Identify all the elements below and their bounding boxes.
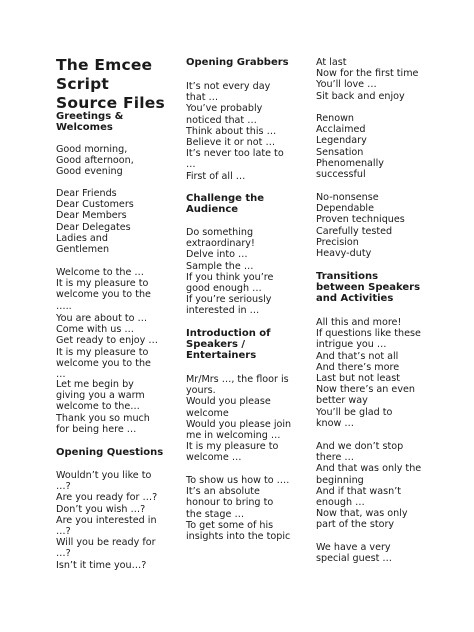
text-line: welcome to the… bbox=[56, 401, 140, 413]
text-line: welcome you to the bbox=[56, 289, 151, 301]
text-line: extraordinary! bbox=[186, 238, 255, 250]
text-line: better way bbox=[316, 395, 368, 407]
text-line: We have a very bbox=[316, 542, 391, 553]
text-line: You are about to … bbox=[56, 313, 148, 324]
grabbers-list bbox=[186, 81, 284, 182]
text-line: Sit back and enjoy bbox=[316, 90, 405, 102]
heading-line: Transitions bbox=[316, 271, 379, 282]
text-line: there … bbox=[316, 452, 355, 464]
text-line: Dependable bbox=[316, 203, 374, 215]
text-line: honour to bring to bbox=[186, 497, 274, 509]
text-line: Last but not least bbox=[316, 373, 400, 385]
special-list bbox=[316, 542, 392, 564]
text-line: Think about this … bbox=[186, 125, 277, 137]
text-line: Dear Friends bbox=[56, 188, 117, 199]
text-line: insights into the topic bbox=[186, 531, 291, 543]
text-line: It’s an absolute bbox=[186, 486, 260, 498]
text-line: beginning bbox=[316, 474, 364, 486]
text-line: Ladies and bbox=[56, 232, 108, 244]
text-line: successful bbox=[316, 169, 366, 181]
text-line: yours. bbox=[186, 385, 216, 397]
text-line: At last bbox=[316, 57, 347, 68]
text-line: part of the story bbox=[316, 519, 395, 531]
text-line: special guest … bbox=[316, 553, 393, 565]
text-line: To get some of his bbox=[186, 519, 274, 531]
title-line: Script bbox=[56, 75, 110, 93]
text-line: And if that wasn’t bbox=[316, 485, 402, 497]
text-line: It’s not every day bbox=[186, 81, 271, 92]
title-line: The Emcee bbox=[56, 56, 153, 74]
text-line: that … bbox=[186, 92, 219, 104]
text-line: Isn’t it time you…? bbox=[56, 559, 147, 571]
text-line: good enough … bbox=[186, 283, 262, 295]
heading-line: Introduction of bbox=[186, 328, 271, 339]
title-line: Source Files bbox=[56, 94, 165, 112]
text-line: welcome you to the bbox=[56, 357, 151, 369]
text-line: interested in … bbox=[186, 305, 260, 317]
heading-line: and Activities bbox=[316, 293, 394, 304]
text-line: Now there’s an even bbox=[316, 384, 415, 396]
text-line: Good evening bbox=[56, 166, 123, 178]
text-line: Acclaimed bbox=[316, 124, 366, 136]
text-line: Gentlemen bbox=[56, 244, 110, 256]
text-line: If questions like these bbox=[316, 328, 421, 340]
about-list bbox=[56, 313, 158, 380]
text-line: Now for the first time bbox=[316, 68, 419, 80]
challenge-list bbox=[186, 227, 273, 317]
text-line: … bbox=[56, 369, 66, 381]
text-line: noticed that … bbox=[186, 114, 257, 126]
text-line: giving you a warm bbox=[56, 390, 145, 402]
text-line: for being here … bbox=[56, 423, 137, 435]
text-line: Are you interested in bbox=[56, 514, 157, 526]
heading-line: Challenge the bbox=[186, 193, 265, 204]
text-line: If you’re seriously bbox=[186, 294, 272, 306]
greetings-list bbox=[56, 144, 134, 178]
text-line: And we don’t stop bbox=[316, 441, 404, 452]
text-line: welcome bbox=[186, 407, 229, 419]
welcome-list bbox=[56, 267, 151, 312]
text-line: Delve into … bbox=[186, 249, 248, 261]
heading-line: Greetings & bbox=[56, 111, 124, 122]
text-line: If you think you’re bbox=[186, 271, 274, 283]
text-line: Good afternoon, bbox=[56, 155, 134, 167]
text-line: No-nonsense bbox=[316, 192, 379, 203]
text-line: me in welcoming … bbox=[186, 430, 281, 442]
text-line: Believe it or not … bbox=[186, 137, 276, 149]
text-line: It is my pleasure to bbox=[56, 278, 149, 290]
text-line: Proven techniques bbox=[316, 214, 405, 226]
text-line: the stage … bbox=[186, 508, 245, 520]
text-line: Phenomenally bbox=[316, 157, 384, 169]
text-line: It’s never too late to bbox=[186, 148, 284, 160]
text-line: You’ll be glad to bbox=[316, 406, 393, 418]
text-line: Welcome to the … bbox=[56, 267, 145, 278]
text-line: Do something bbox=[186, 227, 254, 238]
text-line: enough … bbox=[316, 497, 365, 509]
text-line: Wouldn’t you like to bbox=[56, 470, 152, 481]
text-line: It is my pleasure to bbox=[56, 346, 149, 358]
text-line: First of all … bbox=[186, 170, 246, 182]
heading-line: Speakers / bbox=[186, 339, 246, 350]
greetings-heading bbox=[56, 111, 123, 133]
text-line: And that’s not all bbox=[316, 350, 399, 362]
text-line: Good morning, bbox=[56, 144, 128, 155]
text-line: Would you please join bbox=[186, 418, 292, 430]
text-line: Come with us … bbox=[56, 324, 134, 336]
text-line: Thank you so much bbox=[56, 412, 150, 424]
text-line: You’ll love … bbox=[316, 79, 377, 91]
text-line: And there’s more bbox=[316, 361, 400, 373]
intro-list bbox=[186, 374, 291, 464]
transitions-heading bbox=[316, 271, 420, 304]
text-line: Sensation bbox=[316, 146, 364, 158]
text-line: Dear Members bbox=[56, 210, 127, 222]
heading-line: Entertainers bbox=[186, 350, 257, 361]
text-line: intrigue you … bbox=[316, 339, 387, 351]
text-line: And that was only the bbox=[316, 463, 422, 475]
text-line: Dear Customers bbox=[56, 199, 134, 211]
text-line: know … bbox=[316, 417, 354, 429]
andwe-list bbox=[316, 441, 421, 531]
nononsense-list bbox=[316, 192, 405, 259]
allthis-list bbox=[316, 317, 421, 429]
text-line: Are you ready for …? bbox=[56, 492, 158, 504]
heading-line: Welcomes bbox=[56, 122, 113, 133]
text-line: Renown bbox=[316, 113, 355, 124]
heading-line: between Speakers bbox=[316, 282, 421, 293]
document-title bbox=[56, 56, 165, 113]
text-line: Precision bbox=[316, 236, 359, 248]
text-line: Sample the … bbox=[186, 260, 254, 272]
text-line: Let me begin by bbox=[56, 379, 134, 390]
show-list bbox=[186, 475, 290, 542]
text-line: Heavy-duty bbox=[316, 248, 372, 260]
text-line: It is my pleasure to bbox=[186, 441, 279, 453]
text-line: All this and more! bbox=[316, 317, 402, 328]
grabbers-heading: Opening Grabbers bbox=[186, 57, 289, 68]
dear-list bbox=[56, 188, 134, 255]
text-line: welcome … bbox=[186, 452, 242, 464]
text-line: … bbox=[186, 159, 196, 171]
renown-list bbox=[316, 113, 384, 180]
text-line: Now that, was only bbox=[316, 508, 408, 520]
intro-heading bbox=[186, 328, 271, 361]
text-line: You’ve probably bbox=[186, 103, 263, 115]
questions-list bbox=[56, 470, 157, 571]
heading-line: Audience bbox=[186, 204, 239, 215]
text-line: …? bbox=[56, 481, 71, 493]
text-line: Carefully tested bbox=[316, 225, 393, 237]
text-line: Dear Delegates bbox=[56, 221, 131, 233]
questions-heading: Opening Questions bbox=[56, 447, 164, 458]
text-line: …? bbox=[56, 548, 71, 560]
text-line: Will you be ready for bbox=[56, 537, 156, 549]
text-line: Get ready to enjoy … bbox=[56, 335, 158, 347]
text-line: Would you please bbox=[186, 396, 271, 408]
atlast-list bbox=[316, 57, 418, 102]
challenge-heading bbox=[186, 193, 264, 215]
text-line: Don’t you wish …? bbox=[56, 503, 146, 515]
text-line: Legendary bbox=[316, 135, 367, 147]
text-line: To show us how to …. bbox=[186, 475, 290, 486]
text-line: ….. bbox=[56, 300, 72, 312]
text-line: …? bbox=[56, 526, 71, 538]
letme-list bbox=[56, 379, 150, 435]
text-line: Mr/Mrs …, the floor is bbox=[186, 374, 289, 385]
